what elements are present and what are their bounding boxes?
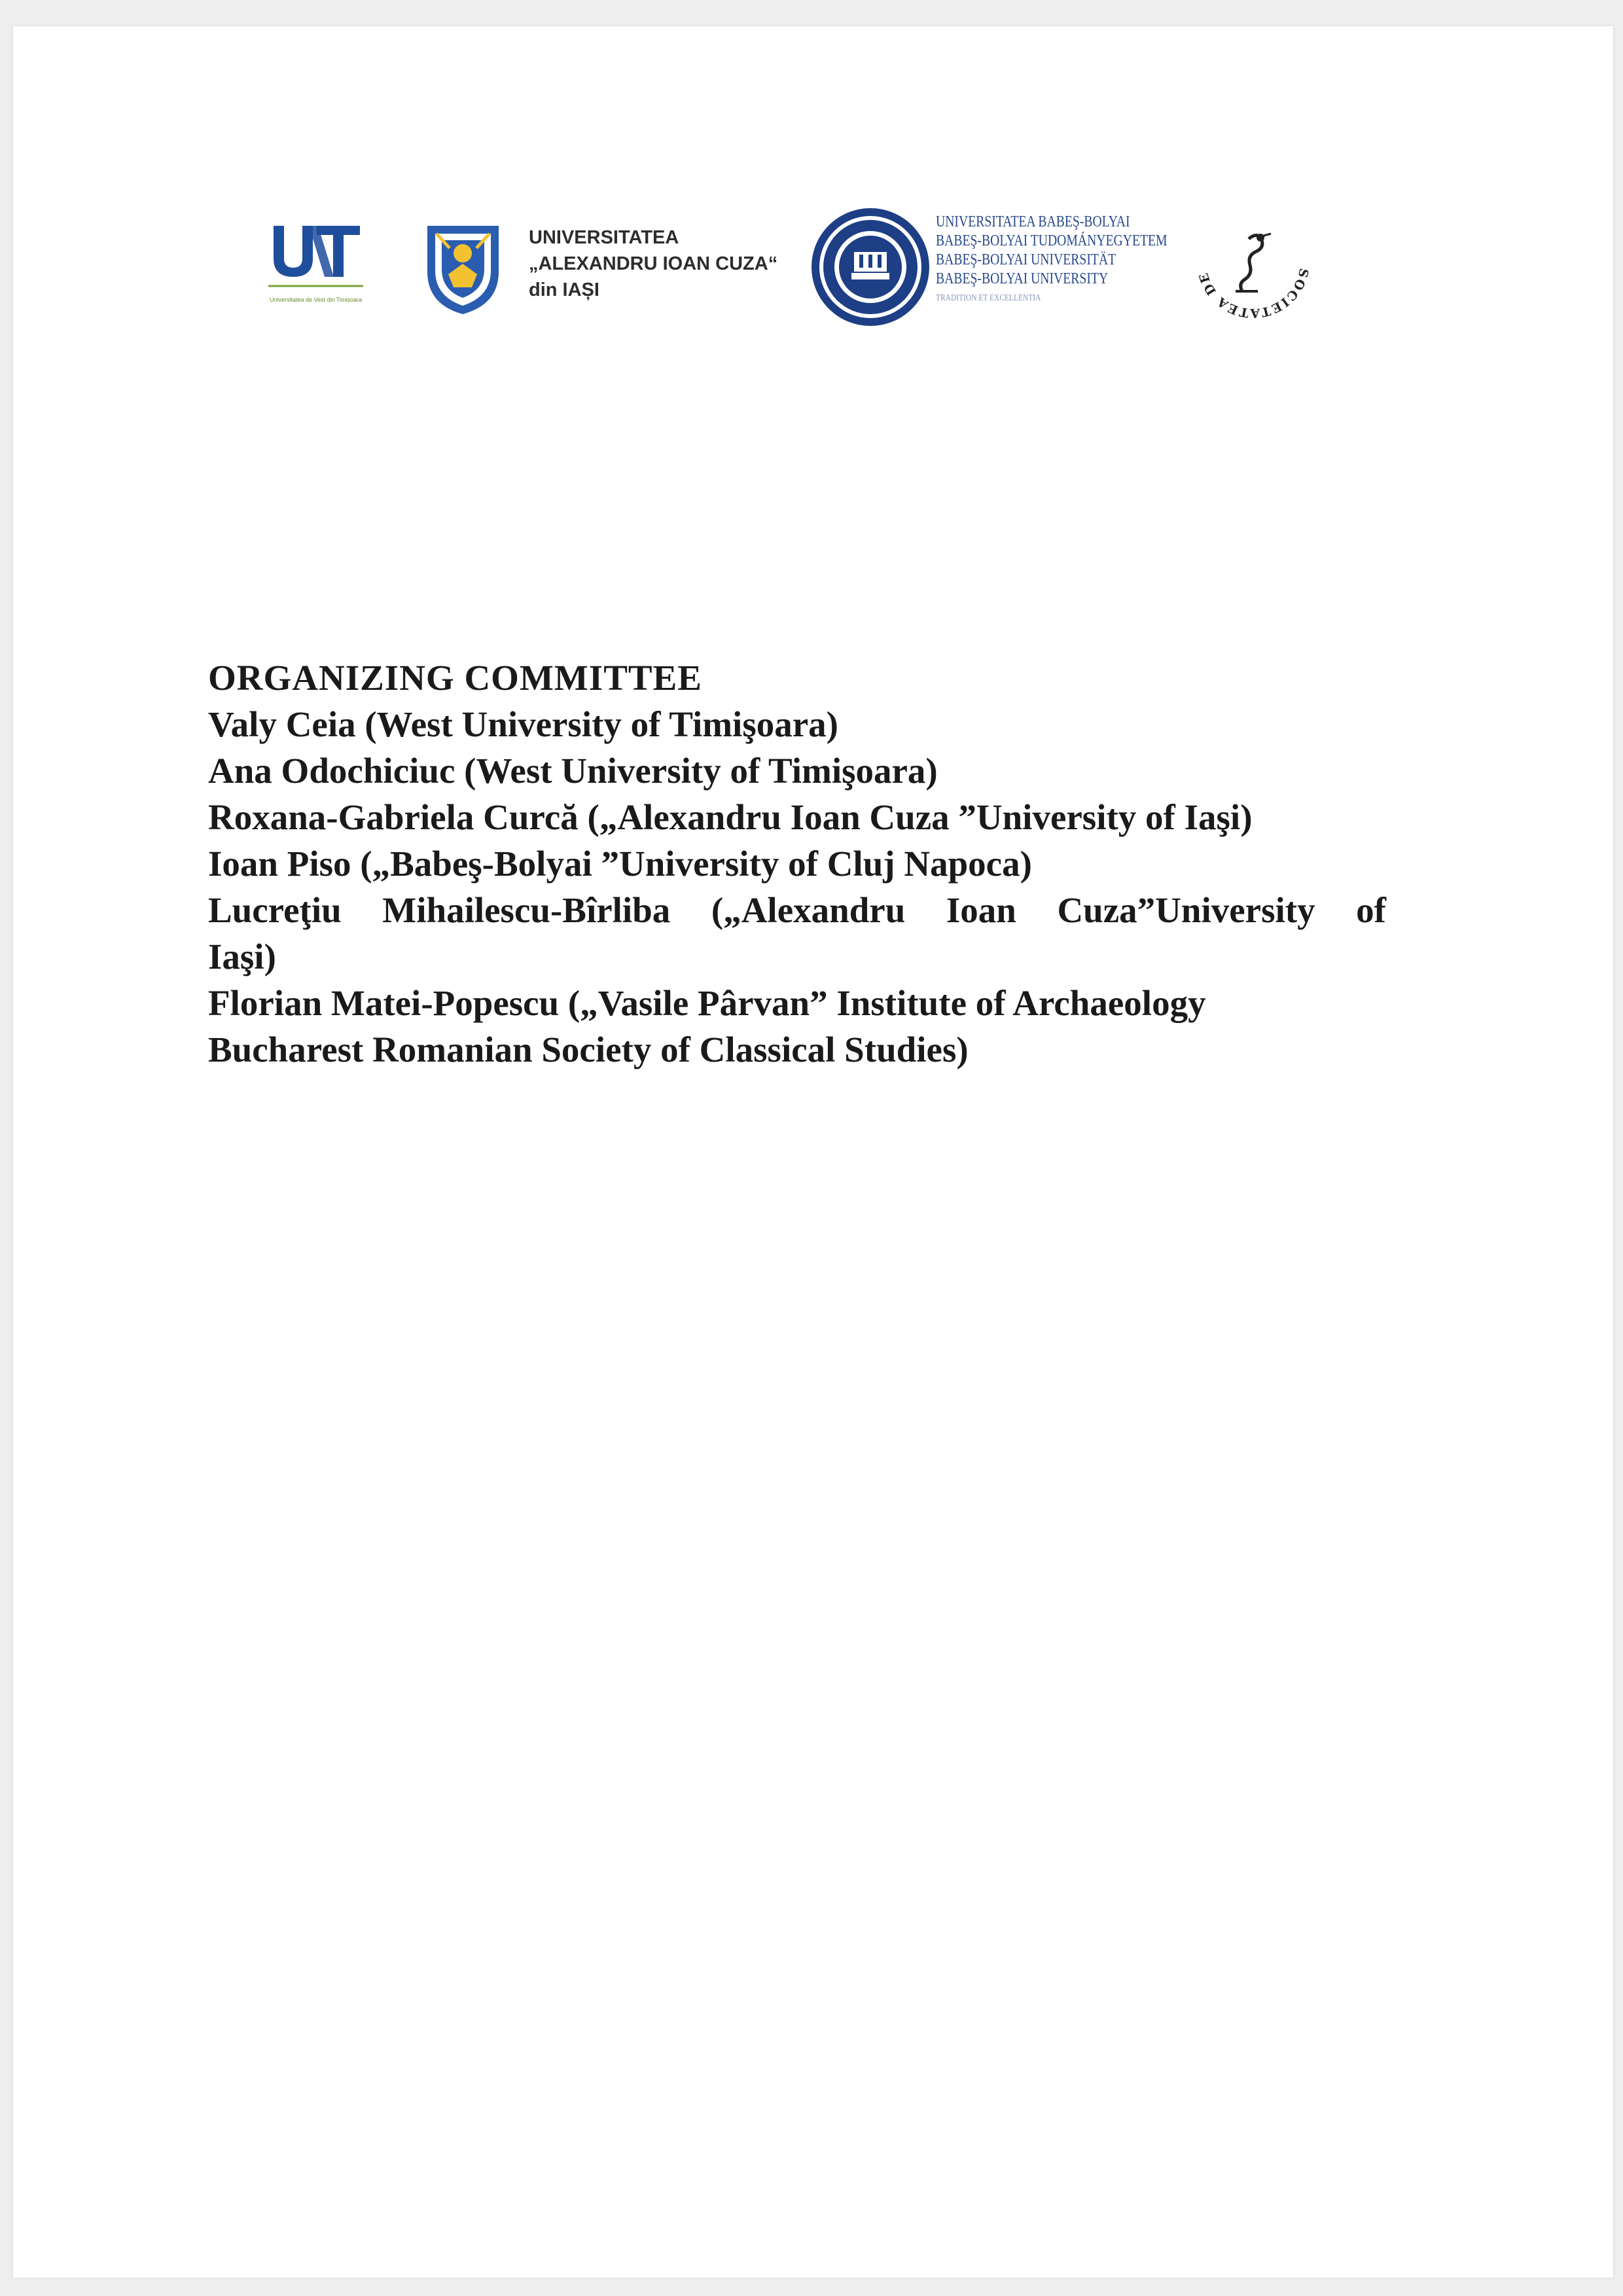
ubb-line-3: BABEŞ-BOLYAI UNIVERSITÄT <box>936 251 1116 268</box>
ubb-line-4: BABEŞ-BOLYAI UNIVERSITY <box>936 270 1109 287</box>
committee-member: Valy Ceia (West University of Timişoara) <box>208 704 838 744</box>
committee-member: Lucreţiu Mihailescu-Bîrliba („Alexandru Ioan Cuza”University of <box>208 890 1386 930</box>
ssc-emblem-icon <box>1185 193 1322 331</box>
ubb-line-1: UNIVERSITATEA BABEŞ-BOLYAI <box>936 213 1130 230</box>
uvt-mark-icon <box>262 213 370 295</box>
uvt-subtitle: Universitatea de Vest din Timișoara <box>269 296 363 303</box>
ssc-logo <box>1185 193 1322 331</box>
logo-row <box>262 193 1342 344</box>
committee-member: Roxana-Gabriela Curcă („Alexandru Ioan Cuza ”University of Iaşi) <box>208 797 1253 837</box>
uaic-line-2: „ALEXANDRU IOAN CUZA“ <box>529 253 778 274</box>
ubb-line-2: BABEŞ-BOLYAI TUDOMÁNYEGYETEM <box>936 232 1168 249</box>
committee-member: Florian Matei-Popescu („Vasile Pârvan” Institute of Archaeology <box>208 983 1206 1023</box>
committee-member-continued: Bucharest Romanian Society of Classical Studies) <box>208 1030 969 1069</box>
svg-text:SOCIETATEA DE STUDII CLASICE <box>1185 193 1311 320</box>
uaic-crest-icon <box>422 219 504 317</box>
ssc-ring-text: SOCIETATEA DE <box>1196 266 1311 321</box>
document-page <box>13 26 1613 2278</box>
committee-member: Ioan Piso („Babeş-Bolyai ”University of Cluj Napoca) <box>208 844 1032 884</box>
organizing-committee <box>208 655 1425 1073</box>
uaic-name <box>529 224 817 303</box>
committee-member: Ana Odochiciuc (West University of Timişoara) <box>208 751 938 791</box>
ubb-seal-icon <box>808 205 933 329</box>
ubb-name <box>936 213 1168 308</box>
uaic-line-1: UNIVERSITATEA <box>529 227 679 248</box>
ubb-seal <box>808 205 933 329</box>
uaic-line-3: din IAȘI <box>529 279 599 300</box>
ubb-motto: TRADITION ET EXCELLENTIA <box>936 293 1041 303</box>
uvt-logo <box>262 213 370 311</box>
uaic-crest <box>422 219 504 317</box>
committee-heading: ORGANIZING COMMITTEE <box>208 658 702 698</box>
committee-member-continued: Iaşi) <box>208 937 276 977</box>
